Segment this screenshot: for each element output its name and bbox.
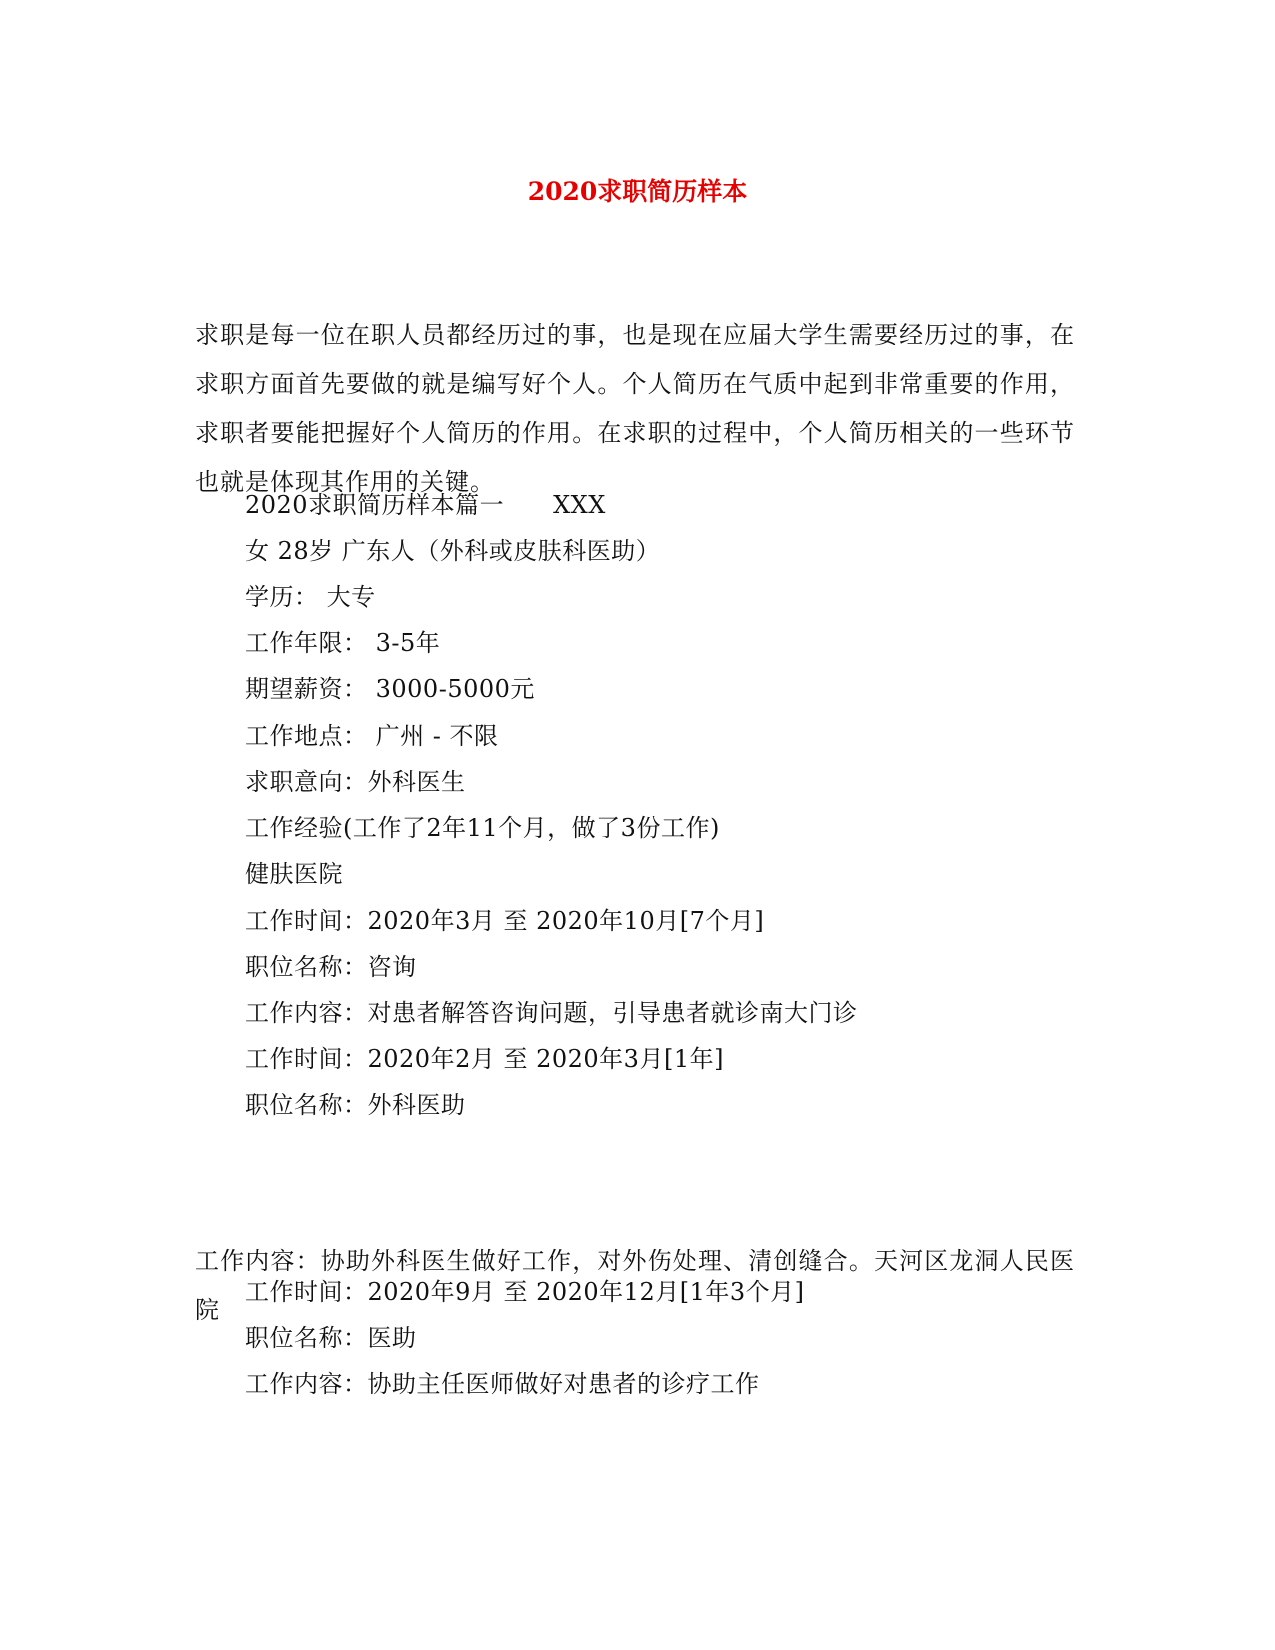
work-time-line: 工作时间：2020年2月 至 2020年3月[1年] bbox=[245, 1045, 724, 1073]
salary-line: 期望薪资： 3000-5000元 bbox=[245, 675, 535, 703]
work-years-line: 工作年限： 3-5年 bbox=[245, 629, 441, 657]
location-line: 工作地点： 广州 - 不限 bbox=[245, 722, 499, 750]
intro-paragraph: 求职是每一位在职人员都经历过的事，也是现在应届大学生需要经历过的事，在求职方面首先要做的就是编写好个人。个人简历在气质中起到非常重要的作用，求职者要能把握好个人简历的作用。在求职的过程中，个人简历相关的一些环节也就是体现其作用的关键。 bbox=[195, 321, 1075, 496]
work-time-line: 工作时间：2020年3月 至 2020年10月[7个月] bbox=[245, 907, 765, 935]
work-time-line: 工作时间：2020年9月 至 2020年12月[1年3个月] bbox=[245, 1278, 805, 1306]
personal-info-line: 女 28岁 广东人（外科或皮肤科医助） bbox=[245, 537, 661, 565]
education-line: 学历： 大专 bbox=[245, 583, 376, 611]
work-content-line: 工作内容：协助主任医师做好对患者的诊疗工作 bbox=[245, 1370, 760, 1398]
position-line: 职位名称：外科医助 bbox=[245, 1091, 466, 1119]
resume-header-line: 2020求职简历样本篇一 XXX bbox=[245, 491, 606, 519]
page-title: 2020求职简历样本 bbox=[527, 177, 748, 206]
employer-line: 健肤医院 bbox=[245, 860, 343, 888]
work-content-paragraph: 工作内容：协助外科医生做好工作，对外伤处理、清创缝合。天河区龙洞人民医院 bbox=[195, 1247, 1075, 1324]
experience-summary-line: 工作经验(工作了2年11个月，做了3份工作) bbox=[245, 814, 720, 842]
job-intention-line: 求职意向：外科医生 bbox=[245, 768, 466, 796]
position-line: 职位名称：咨询 bbox=[245, 953, 417, 981]
work-content-line: 工作内容：对患者解答咨询问题，引导患者就诊南大门诊 bbox=[245, 999, 858, 1027]
position-line: 职位名称：医助 bbox=[245, 1324, 417, 1352]
